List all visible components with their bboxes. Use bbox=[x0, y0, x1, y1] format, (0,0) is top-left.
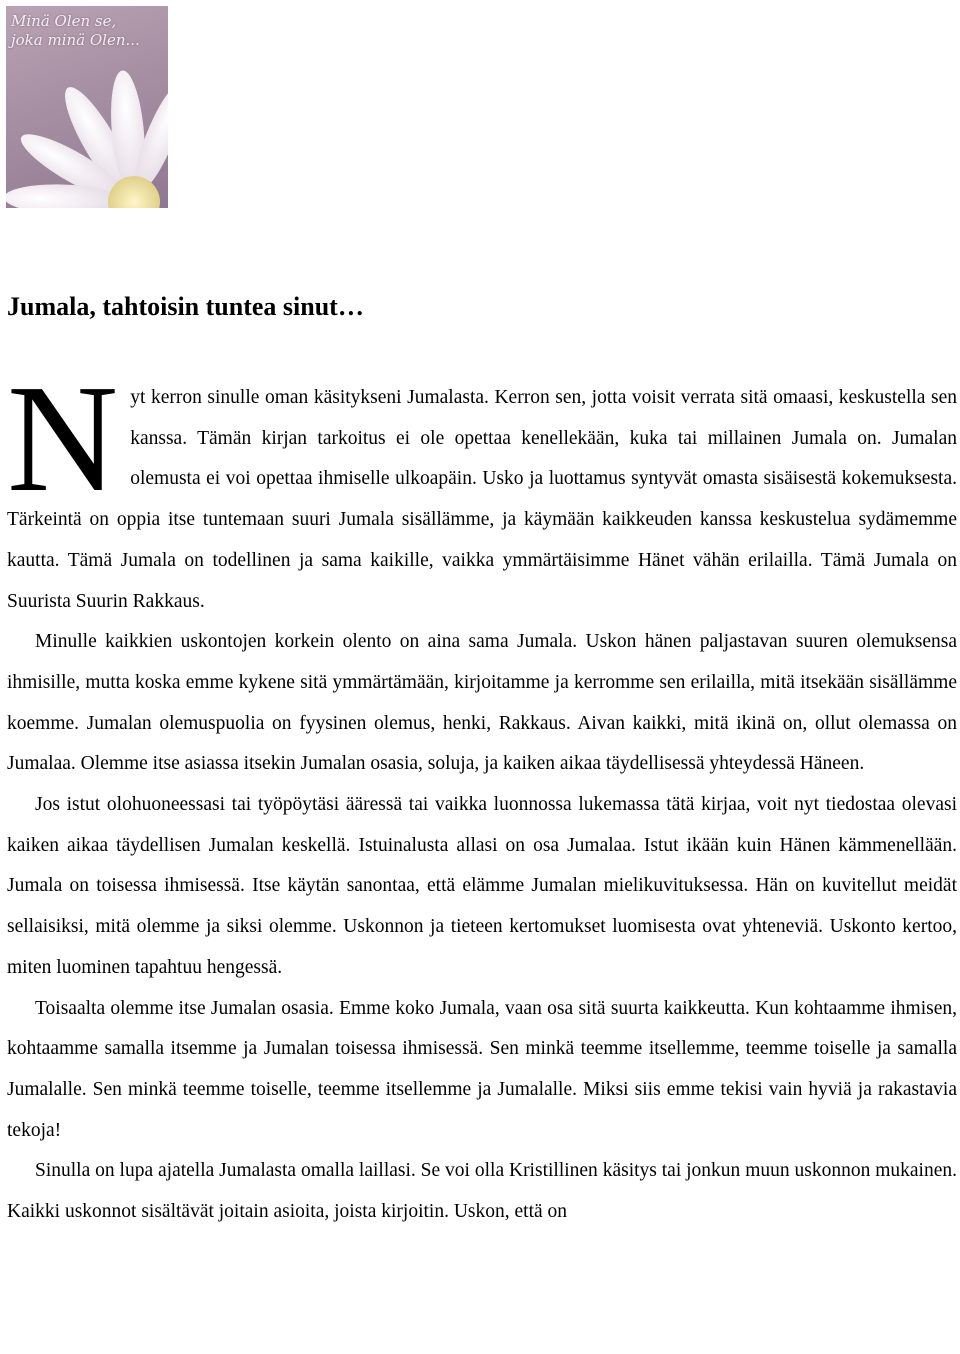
cover-title bbox=[11, 12, 140, 50]
book-cover-image bbox=[6, 6, 168, 208]
paragraph-2: Minulle kaikkien uskontojen korkein olento on aina sama Jumala. Uskon hänen paljastavan suuren olemuksensa ihmisille, mutta koska emme kykene sitä ymmärtämään, kirjoitamme ja kerromme sen erilailla, mitä itsekään sisällämme koemme. Jumalan olemuspuolia on fyysinen olemus, henki, Rakkaus. Aivan kaikki, mitä ikinä on, ollut olemassa on Jumalaa. Olemme itse asiassa itsekin Jumalan osasia, soluja, ja kaiken aikaa täydellisessä yhteydessä Häneen. bbox=[7, 631, 957, 775]
chapter-body bbox=[7, 354, 957, 1233]
paragraph-1 bbox=[7, 354, 957, 622]
chapter-title: Jumala, tahtoisin tuntea sinut… bbox=[7, 292, 364, 321]
cover-title-line-1: Minä Olen se, bbox=[11, 12, 117, 30]
paragraph-3: Jos istut olohuoneessasi tai työpöytäsi ääressä tai vaikka luonnossa lukemassa tätä kirjaa, voit nyt tiedostaa olevasi kaiken aikaa täydellisen Jumalan keskellä. Istuinalusta allasi on osa Jumalaa. Istut ikään kuin Hänen kämmenellään. Jumala on toisessa ihmisessä. Itse käytän sanontaa, että elämme Jumalan mielikuvituksessa. Hän on kuvitellut meidät sellaisiksi, mitä olemme ja siksi olemme. Uskonnon ja tieteen kertomukset luomisesta ovat yhteneviä. Uskonto kertoo, miten luominen tapahtuu hengessä. bbox=[7, 794, 957, 978]
paragraph-1-text: yt kerron sinulle oman käsitykseni Jumalasta. Kerron sen, jotta voisit verrata sitä omaasi, keskustella sen kanssa. Tämän kirjan tarkoitus ei ole opettaa kenellekään, kuka tai millainen Jumala on. Jumalan olemusta ei voi opettaa ihmiselle ulkoapäin. Usko ja luottamus syntyvät omasta sisäisestä kokemuksesta. Tärkeintä on oppia itse tuntemaan suuri Jumala sisällämme, ja käymään kaikkeuden kanssa keskustelua sydämemme kautta. Tämä Jumala on todellinen ja sama kaikille, vaikka ymmärtäisimme Hänet vähän erilailla. Tämä Jumala on Suurista Suurin Rakkaus. bbox=[7, 387, 957, 612]
paragraph-5: Sinulla on lupa ajatella Jumalasta omalla laillasi. Se voi olla Kristillinen käsitys tai jonkun muun uskonnon mukainen. Kaikki uskonnot sisältävät joitain asioita, joista kirjoitin. Uskon, että on bbox=[7, 1160, 957, 1223]
drop-cap-letter: N bbox=[7, 354, 119, 524]
paragraph-4: Toisaalta olemme itse Jumalan osasia. Emme koko Jumala, vaan osa sitä suurta kaikkeutta. Kun kohtaamme ihmisen, kohtaamme samalla itsemme ja Jumalan toisessa ihmisessä. Sen minkä teemme itsellemme, teemme toiselle ja samalla Jumalalle. Sen minkä teemme toiselle, teemme itsellemme ja Jumalalle. Miksi siis emme tekisi vain hyviä ja rakastavia tekoja! bbox=[7, 997, 957, 1141]
cover-title-line-2: joka minä Olen... bbox=[11, 31, 140, 49]
